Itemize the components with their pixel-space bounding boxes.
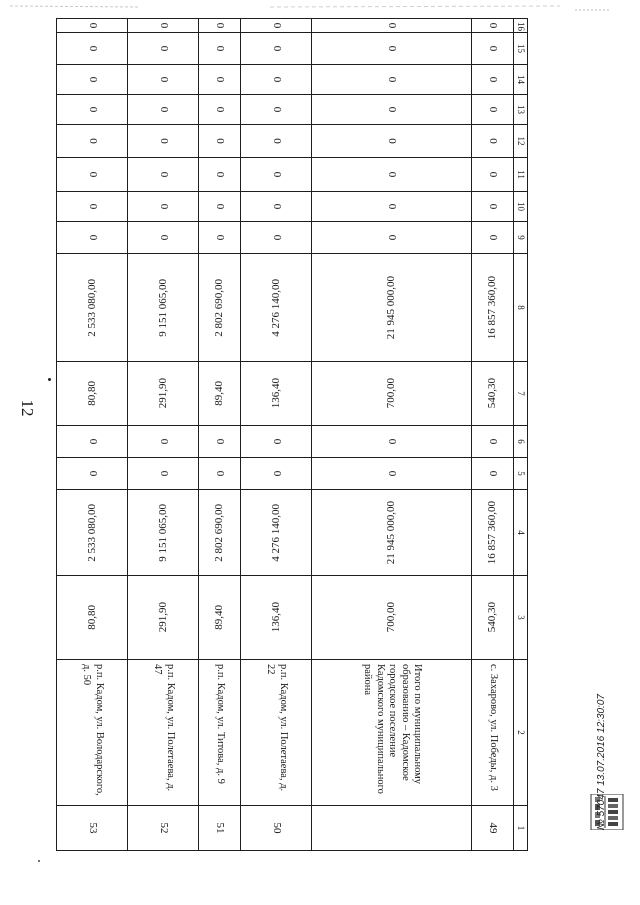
value-cell-4 (199, 490, 241, 576)
value-cell-8 (312, 254, 472, 362)
value-text: 700,00 (385, 378, 398, 409)
scan-dot (38, 860, 40, 862)
value-cell-8 (240, 254, 311, 362)
value-cell-9: 0 (128, 222, 199, 254)
value-cell-3 (312, 576, 472, 660)
address-cell: р.п. Кадом, ул. Полетаева, д. 22 (240, 660, 311, 806)
value-cell-6: 0 (57, 426, 128, 458)
col-header-6: 6 (514, 426, 528, 458)
value-text: 540,30 (486, 378, 499, 409)
row-number-cell: 50 (240, 806, 311, 851)
scan-artifact-top (0, 0, 640, 14)
value-cell-4 (128, 490, 199, 576)
value-cell-10: 0 (199, 192, 241, 222)
value-cell-11: 0 (240, 158, 311, 192)
value-cell-11: 0 (199, 158, 241, 192)
value-cell-14: 0 (240, 65, 311, 95)
value-cell-11: 0 (312, 158, 472, 192)
value-cell-12: 0 (312, 125, 472, 158)
value-text: 9 151 065,00 (156, 278, 169, 337)
col-header-15: 15 (514, 33, 528, 65)
table-row (240, 19, 311, 851)
value-cell-3 (199, 576, 241, 660)
value-cell-7 (128, 362, 199, 426)
registration-stamp: № 57047 13.07.2016 12:30:07 (596, 694, 607, 830)
value-text: 291,90 (156, 378, 169, 409)
value-cell-6: 0 (199, 426, 241, 458)
address-cell: с. Захарово, ул. Победы, д. 3 (472, 660, 514, 806)
value-text: 540,30 (486, 602, 499, 633)
value-cell-14: 0 (199, 65, 241, 95)
value-cell-7 (472, 362, 514, 426)
value-text: 16 857 360,00 (486, 275, 499, 340)
value-text: 9 151 065,00 (156, 503, 169, 562)
col-header-13: 13 (514, 95, 528, 125)
value-text: 291,90 (156, 602, 169, 633)
col-header-11: 11 (514, 158, 528, 192)
value-cell-7 (57, 362, 128, 426)
value-text: 2 533 080,00 (85, 278, 98, 337)
value-cell-13: 0 (57, 95, 128, 125)
value-text: 4 276 140,00 (269, 503, 282, 562)
value-cell-10: 0 (472, 192, 514, 222)
value-cell-3 (128, 576, 199, 660)
value-cell-9: 0 (472, 222, 514, 254)
value-text: 2 533 080,00 (85, 503, 98, 562)
value-text: 2 802 690,00 (213, 503, 226, 562)
value-cell-14: 0 (57, 65, 128, 95)
value-text: 700,00 (385, 602, 398, 633)
value-cell-9: 0 (57, 222, 128, 254)
table-row (128, 19, 199, 851)
value-cell-5: 0 (472, 458, 514, 490)
table-row (312, 19, 472, 851)
value-cell-6: 0 (128, 426, 199, 458)
value-cell-14: 0 (312, 65, 472, 95)
table-row (57, 19, 128, 851)
value-cell-5: 0 (312, 458, 472, 490)
value-cell-5: 0 (128, 458, 199, 490)
value-cell-11: 0 (472, 158, 514, 192)
value-cell-10: 0 (312, 192, 472, 222)
value-cell-13: 0 (240, 95, 311, 125)
scan-dot (48, 378, 51, 381)
header-row (514, 19, 528, 851)
value-cell-15: 0 (240, 33, 311, 65)
value-cell-9: 0 (312, 222, 472, 254)
value-cell-10: 0 (240, 192, 311, 222)
value-cell-13: 0 (128, 95, 199, 125)
value-cell-11: 0 (57, 158, 128, 192)
value-cell-9: 0 (240, 222, 311, 254)
value-cell-5: 0 (57, 458, 128, 490)
value-cell-15: 0 (472, 33, 514, 65)
value-text: 21 945 000,00 (385, 275, 398, 340)
col-header-14: 14 (514, 65, 528, 95)
value-text: 80,80 (85, 381, 98, 406)
value-cell-16: 0 (128, 19, 199, 33)
value-cell-7 (199, 362, 241, 426)
value-cell-8 (199, 254, 241, 362)
col-header-2: 2 (514, 660, 528, 806)
value-cell-16: 0 (57, 19, 128, 33)
row-number-cell (312, 806, 472, 851)
value-cell-14: 0 (128, 65, 199, 95)
value-cell-14: 0 (472, 65, 514, 95)
value-cell-8 (57, 254, 128, 362)
value-cell-10: 0 (128, 192, 199, 222)
document-stamp-logo (583, 794, 631, 830)
value-cell-16: 0 (199, 19, 241, 33)
value-cell-8 (472, 254, 514, 362)
value-cell-5: 0 (240, 458, 311, 490)
value-cell-6: 0 (240, 426, 311, 458)
value-cell-13: 0 (312, 95, 472, 125)
address-cell: Итого по муниципальному образованию – Кадомское городское поселение Кадомского муниципального района (312, 660, 472, 806)
col-header-8: 8 (514, 254, 528, 362)
value-text: 89,40 (213, 605, 226, 630)
value-cell-13: 0 (472, 95, 514, 125)
address-cell: р.п. Кадом, ул. Володарского, д. 50 (57, 660, 128, 806)
value-cell-12: 0 (128, 125, 199, 158)
value-cell-15: 0 (57, 33, 128, 65)
address-cell: р.п. Кадом, ул. Титова, д. 9 (199, 660, 241, 806)
value-cell-5: 0 (199, 458, 241, 490)
value-cell-13: 0 (199, 95, 241, 125)
col-header-10: 10 (514, 192, 528, 222)
row-number-cell: 51 (199, 806, 241, 851)
col-header-4: 4 (514, 490, 528, 576)
value-cell-16: 0 (472, 19, 514, 33)
value-cell-7 (240, 362, 311, 426)
value-text: 4 276 140,00 (269, 278, 282, 337)
value-cell-12: 0 (472, 125, 514, 158)
value-cell-15: 0 (199, 33, 241, 65)
value-cell-3 (472, 576, 514, 660)
value-text: 89,40 (213, 381, 226, 406)
col-header-5: 5 (514, 458, 528, 490)
col-header-12: 12 (514, 125, 528, 158)
value-text: 16 857 360,00 (486, 500, 499, 565)
value-cell-7 (312, 362, 472, 426)
page-number: 12 (18, 399, 37, 417)
row-number-cell: 49 (472, 806, 514, 851)
value-cell-6: 0 (472, 426, 514, 458)
value-cell-8 (128, 254, 199, 362)
value-cell-3 (57, 576, 128, 660)
value-cell-4 (312, 490, 472, 576)
value-cell-11: 0 (128, 158, 199, 192)
table-row (472, 19, 514, 851)
value-cell-3 (240, 576, 311, 660)
col-header-9: 9 (514, 222, 528, 254)
value-cell-10: 0 (57, 192, 128, 222)
value-cell-15: 0 (128, 33, 199, 65)
address-cell: р.п. Кадом, ул. Полетаева, д. 47 (128, 660, 199, 806)
value-cell-12: 0 (199, 125, 241, 158)
value-text: 21 945 000,00 (385, 500, 398, 565)
value-text: 136,40 (269, 378, 282, 409)
value-cell-4 (240, 490, 311, 576)
value-text: 80,80 (85, 605, 98, 630)
col-header-7: 7 (514, 362, 528, 426)
value-cell-12: 0 (57, 125, 128, 158)
col-header-16: 16 (514, 19, 528, 33)
row-number-cell: 52 (128, 806, 199, 851)
value-cell-16: 0 (312, 19, 472, 33)
value-cell-12: 0 (240, 125, 311, 158)
data-table (56, 18, 528, 851)
row-number-cell: 53 (57, 806, 128, 851)
value-cell-9: 0 (199, 222, 241, 254)
value-cell-16: 0 (240, 19, 311, 33)
table-row (199, 19, 241, 851)
value-text: 136,40 (269, 602, 282, 633)
col-header-1: 1 (514, 806, 528, 851)
value-cell-4 (472, 490, 514, 576)
col-header-3: 3 (514, 576, 528, 660)
value-text: 2 802 690,00 (213, 278, 226, 337)
data-table-rotated (56, 18, 528, 834)
value-cell-4 (57, 490, 128, 576)
value-cell-15: 0 (312, 33, 472, 65)
value-cell-6: 0 (312, 426, 472, 458)
